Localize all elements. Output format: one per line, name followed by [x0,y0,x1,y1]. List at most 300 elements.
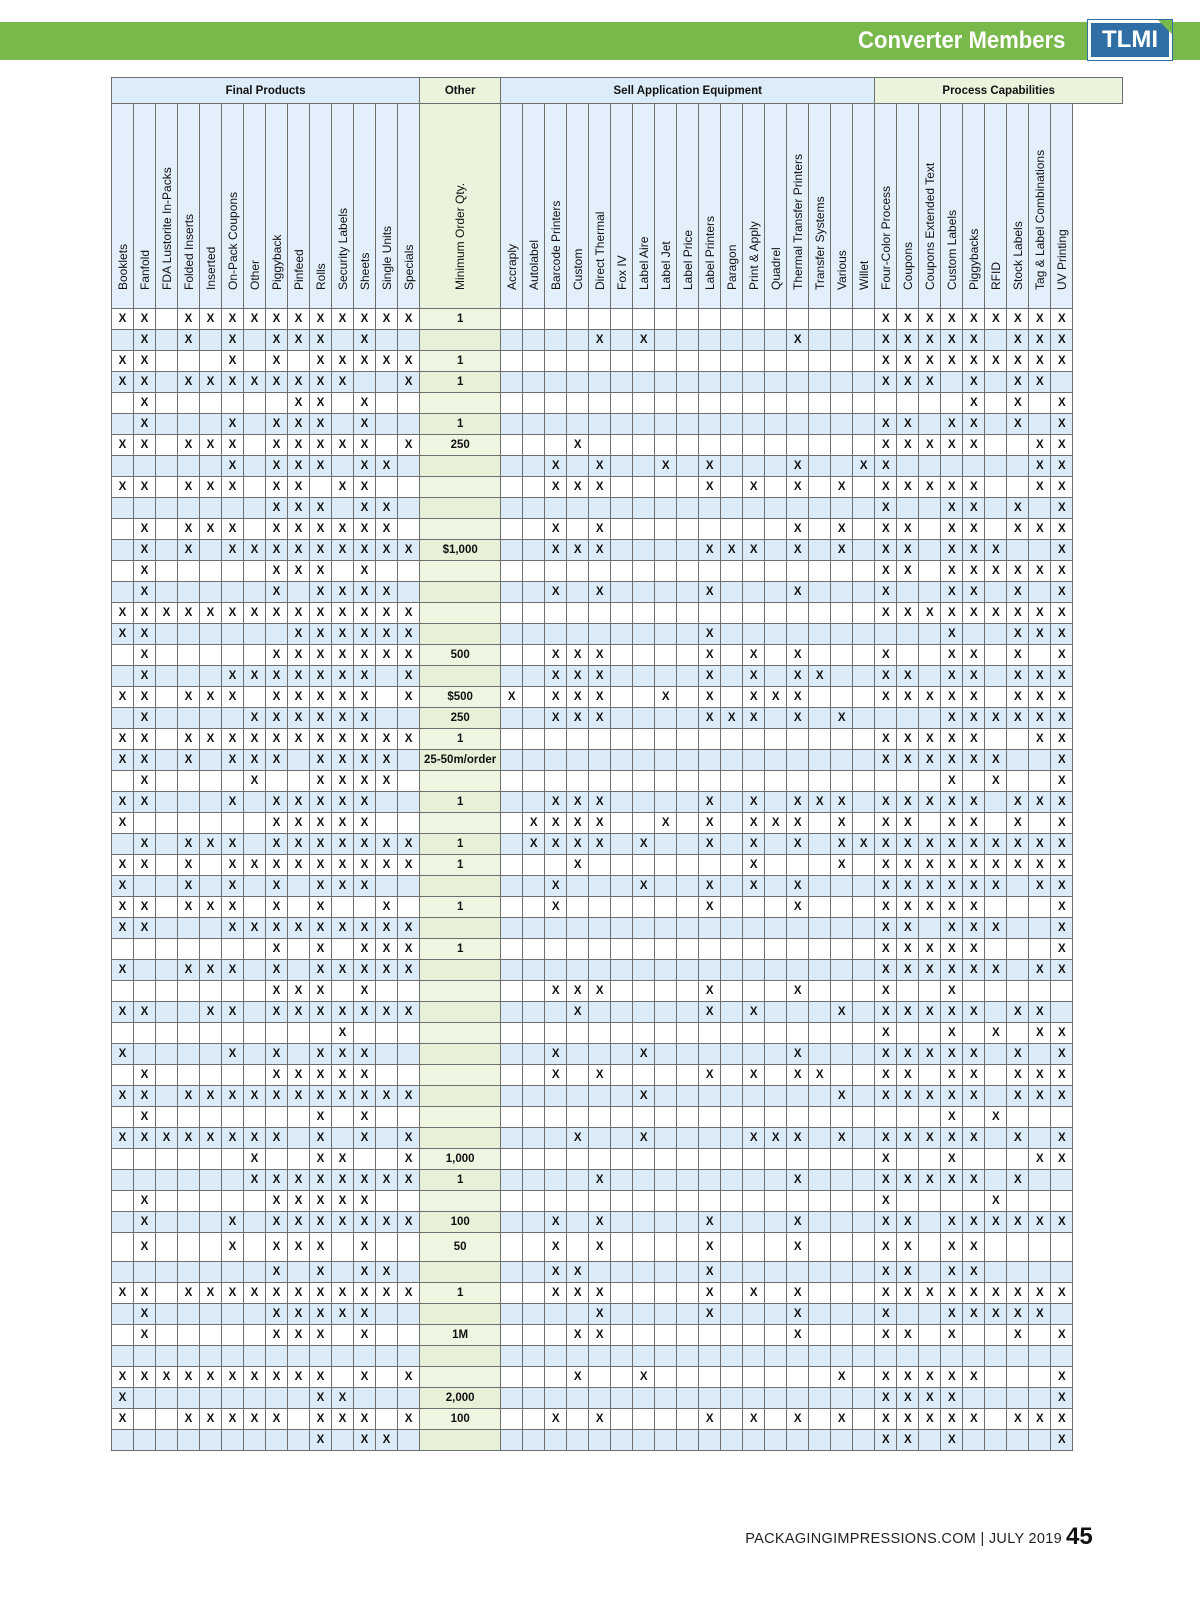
table-cell [853,771,875,792]
table-cell [853,687,875,708]
table-cell: X [398,1086,420,1107]
table-cell [655,1409,677,1430]
table-cell [112,540,134,561]
column-header-label: Four-Color Process [878,185,893,290]
column-header-label: On-Pack Coupons [225,191,240,290]
table-cell [853,624,875,645]
table-cell: X [963,834,985,855]
table-cell [743,330,765,351]
table-cell: X [875,603,897,624]
table-cell: X [156,1367,178,1388]
table-cell [354,1346,376,1367]
table-cell [501,540,523,561]
table-cell [985,1002,1007,1023]
table-cell: X [112,792,134,813]
table-cell [633,1170,655,1191]
column-header-label: Folded Inserts [181,213,196,290]
table-cell: X [963,687,985,708]
table-cell: X [699,645,721,666]
column-header [633,104,655,309]
table-cell: X [699,1065,721,1086]
table-cell [677,519,699,540]
table-cell [523,687,545,708]
table-cell [545,1304,567,1325]
table-cell [831,1107,853,1128]
min-order-cell [420,603,501,624]
table-cell [354,1149,376,1170]
table-cell [809,1346,831,1367]
table-cell [523,855,545,876]
table-cell [523,561,545,582]
min-order-cell: $500 [420,687,501,708]
table-cell [765,561,787,582]
table-cell: X [288,603,310,624]
group-header-row [112,78,1123,104]
table-cell: X [897,834,919,855]
table-cell [178,456,200,477]
table-cell [677,1346,699,1367]
table-cell [156,1262,178,1283]
table-cell [633,372,655,393]
table-cell: X [288,645,310,666]
table-cell [1051,1191,1073,1212]
table-cell [156,624,178,645]
table-cell [501,1304,523,1325]
table-cell: X [288,1283,310,1304]
table-cell: X [963,1086,985,1107]
min-order-cell [420,813,501,834]
table-cell [501,1262,523,1283]
table-cell [677,792,699,813]
table-cell [567,519,589,540]
table-cell [523,1367,545,1388]
table-cell [589,1367,611,1388]
table-cell [721,1304,743,1325]
table-cell [809,1233,831,1262]
table-cell: X [941,708,963,729]
table-cell [765,582,787,603]
table-cell: X [288,792,310,813]
table-cell: X [567,834,589,855]
table-cell [398,1262,420,1283]
min-order-cell [420,1191,501,1212]
table-cell: X [875,897,897,918]
table-cell [655,1325,677,1346]
table-cell [200,855,222,876]
table-cell: X [266,309,288,330]
table-cell [376,1128,398,1149]
table-cell [721,1367,743,1388]
column-header-label: Label Aire [636,236,651,290]
table-cell [589,1002,611,1023]
table-cell [699,918,721,939]
table-cell: X [288,624,310,645]
table-cell: X [266,477,288,498]
table-cell [985,792,1007,813]
table-cell [1051,1304,1073,1325]
table-cell [222,1430,244,1451]
table-cell: X [310,1304,332,1325]
table-cell: X [1007,1170,1029,1191]
table-cell: X [222,372,244,393]
table-cell [655,981,677,1002]
table-cell: X [897,1262,919,1283]
table-cell [398,813,420,834]
table-cell: X [897,561,919,582]
column-header [178,104,200,309]
table-body [112,309,1123,1451]
table-cell [809,1388,831,1409]
table-cell [156,813,178,834]
table-cell [156,687,178,708]
table-cell: X [112,624,134,645]
table-cell: X [266,792,288,813]
table-cell: X [200,687,222,708]
min-order-cell [420,1430,501,1451]
table-cell [112,1262,134,1283]
table-cell: X [919,435,941,456]
table-cell [611,1367,633,1388]
table-cell: X [1007,393,1029,414]
table-cell [266,1346,288,1367]
table-cell [677,981,699,1002]
table-cell [809,1409,831,1430]
table-cell: X [266,918,288,939]
min-order-cell: 500 [420,645,501,666]
column-header [1007,104,1029,309]
table-cell: X [266,687,288,708]
min-order-cell: 1 [420,414,501,435]
table-row [112,519,1123,540]
table-cell [523,1262,545,1283]
table-cell [831,1430,853,1451]
table-cell [809,813,831,834]
table-cell [809,372,831,393]
table-cell [853,1065,875,1086]
table-cell [156,1346,178,1367]
table-cell [501,1149,523,1170]
table-cell [853,855,875,876]
table-cell: X [545,708,567,729]
table-cell: X [919,1128,941,1149]
table-cell: X [112,309,134,330]
table-cell [787,960,809,981]
table-cell [963,1325,985,1346]
table-cell: X [1051,645,1073,666]
table-cell: X [398,1002,420,1023]
table-cell [875,1107,897,1128]
table-cell: X [310,1128,332,1149]
table-cell [787,1430,809,1451]
table-cell [765,645,787,666]
table-cell [765,1191,787,1212]
table-cell: X [963,372,985,393]
table-cell: X [1051,876,1073,897]
table-cell [963,1191,985,1212]
table-cell [633,792,655,813]
table-cell [809,1170,831,1191]
table-cell [853,1367,875,1388]
table-cell: X [875,1409,897,1430]
table-cell [156,834,178,855]
table-cell [1007,876,1029,897]
table-cell: X [134,414,156,435]
table-cell: X [310,813,332,834]
table-cell [765,708,787,729]
table-cell: X [310,603,332,624]
min-order-cell [420,1367,501,1388]
table-cell [1051,1170,1073,1191]
table-cell [809,1044,831,1065]
table-cell [1029,981,1051,1002]
table-cell: X [266,582,288,603]
table-cell: X [310,750,332,771]
table-cell: X [354,540,376,561]
table-cell: X [134,792,156,813]
table-cell: X [376,1212,398,1233]
table-cell: X [1051,540,1073,561]
table-cell [809,1283,831,1304]
table-cell: X [743,708,765,729]
table-cell [809,960,831,981]
table-cell: X [354,519,376,540]
table-cell [919,1191,941,1212]
table-cell [897,1346,919,1367]
table-cell [677,666,699,687]
table-cell [655,939,677,960]
table-cell [655,792,677,813]
table-cell: X [941,729,963,750]
table-cell [699,393,721,414]
table-cell: X [266,603,288,624]
table-cell [398,414,420,435]
table-cell: X [310,834,332,855]
table-cell [963,456,985,477]
table-cell: X [919,792,941,813]
table-cell [178,582,200,603]
table-cell: X [1051,1086,1073,1107]
table-cell: X [919,1283,941,1304]
table-cell: X [1007,624,1029,645]
table-cell [523,960,545,981]
table-cell [200,1212,222,1233]
table-cell [699,351,721,372]
table-cell: X [354,498,376,519]
table-cell [200,1262,222,1283]
min-order-cell: 1 [420,351,501,372]
column-header [266,104,288,309]
column-header [332,104,354,309]
table-cell [677,477,699,498]
table-cell: X [1051,708,1073,729]
table-cell [677,1002,699,1023]
table-cell [523,666,545,687]
table-cell [156,981,178,1002]
table-cell [633,1283,655,1304]
table-cell: X [831,540,853,561]
table-cell [589,603,611,624]
table-cell [1029,582,1051,603]
table-cell: X [809,792,831,813]
table-cell: X [1029,1304,1051,1325]
table-cell [655,1304,677,1325]
table-cell [200,1023,222,1044]
table-cell [633,771,655,792]
table-cell: X [897,1367,919,1388]
table-cell [787,1262,809,1283]
table-cell: X [1051,897,1073,918]
table-cell [831,645,853,666]
table-cell [134,456,156,477]
table-cell: X [376,603,398,624]
table-cell: X [354,624,376,645]
table-cell: X [897,351,919,372]
table-cell: X [112,1002,134,1023]
table-cell: X [266,855,288,876]
table-cell: X [545,897,567,918]
table-cell [567,876,589,897]
table-cell [655,750,677,771]
table-cell [567,939,589,960]
table-cell [721,1107,743,1128]
table-cell [677,351,699,372]
table-cell [699,1170,721,1191]
table-cell: X [589,1170,611,1191]
min-order-cell: 1 [420,1283,501,1304]
table-cell [743,771,765,792]
table-cell [919,456,941,477]
table-cell [765,1107,787,1128]
table-cell [567,1212,589,1233]
column-header [941,104,963,309]
table-cell: X [919,1367,941,1388]
table-cell [985,1170,1007,1191]
table-cell [655,582,677,603]
table-cell [985,1065,1007,1086]
table-cell [677,1086,699,1107]
column-header-label: Direct Thermal [592,211,607,290]
table-cell: X [354,750,376,771]
table-cell [376,1367,398,1388]
table-cell: X [743,876,765,897]
table-cell: X [134,624,156,645]
table-cell [244,981,266,1002]
table-cell: X [1007,645,1029,666]
table-cell [633,582,655,603]
table-cell: X [266,1191,288,1212]
table-cell [611,750,633,771]
table-cell: X [787,792,809,813]
table-cell [288,1346,310,1367]
table-cell [919,1262,941,1283]
table-cell: X [875,1002,897,1023]
table-cell: X [897,330,919,351]
table-cell [332,393,354,414]
table-cell [699,1346,721,1367]
table-cell [1051,372,1073,393]
table-cell: X [941,1170,963,1191]
table-cell: X [765,813,787,834]
table-cell [721,687,743,708]
table-cell [743,1346,765,1367]
table-cell: X [398,687,420,708]
table-cell [112,1107,134,1128]
table-cell: X [633,330,655,351]
table-cell: X [787,645,809,666]
table-cell [523,1346,545,1367]
table-cell: X [787,1233,809,1262]
table-cell: X [1051,1065,1073,1086]
table-cell: X [743,1283,765,1304]
table-cell [501,792,523,813]
table-cell [244,1388,266,1409]
table-cell [743,1212,765,1233]
table-cell: X [985,603,1007,624]
table-cell: X [941,918,963,939]
table-cell [156,645,178,666]
table-cell: X [354,708,376,729]
table-cell: X [354,1233,376,1262]
table-cell: X [897,603,919,624]
column-header-label: Print & Apply [746,221,761,290]
table-cell [567,456,589,477]
table-cell [244,498,266,519]
table-cell [310,477,332,498]
table-cell [853,1325,875,1346]
table-cell: X [288,477,310,498]
table-cell [985,1388,1007,1409]
table-cell [743,519,765,540]
table-row [112,729,1123,750]
table-cell: X [332,1149,354,1170]
table-cell: X [134,1191,156,1212]
table-cell [567,414,589,435]
table-cell: X [919,750,941,771]
table-cell: X [963,1409,985,1430]
table-cell: X [875,582,897,603]
table-cell [611,603,633,624]
table-cell [765,1430,787,1451]
table-cell: X [545,1409,567,1430]
table-cell [567,960,589,981]
table-cell: X [332,1212,354,1233]
table-cell [545,918,567,939]
table-row [112,477,1123,498]
table-cell: X [288,435,310,456]
table-cell [941,1346,963,1367]
table-cell [633,414,655,435]
table-cell: X [919,960,941,981]
table-cell: X [310,456,332,477]
table-cell [919,561,941,582]
table-cell: X [1007,1409,1029,1430]
table-cell [831,981,853,1002]
table-cell [677,855,699,876]
table-cell [523,750,545,771]
table-cell: X [266,456,288,477]
table-cell: X [721,708,743,729]
table-cell: X [985,876,1007,897]
table-cell [897,1149,919,1170]
table-cell: X [1029,561,1051,582]
table-cell: X [332,1023,354,1044]
table-cell [156,477,178,498]
table-cell: X [222,1044,244,1065]
table-cell: X [985,855,1007,876]
table-cell [809,1149,831,1170]
table-cell: X [244,708,266,729]
table-cell [787,1149,809,1170]
